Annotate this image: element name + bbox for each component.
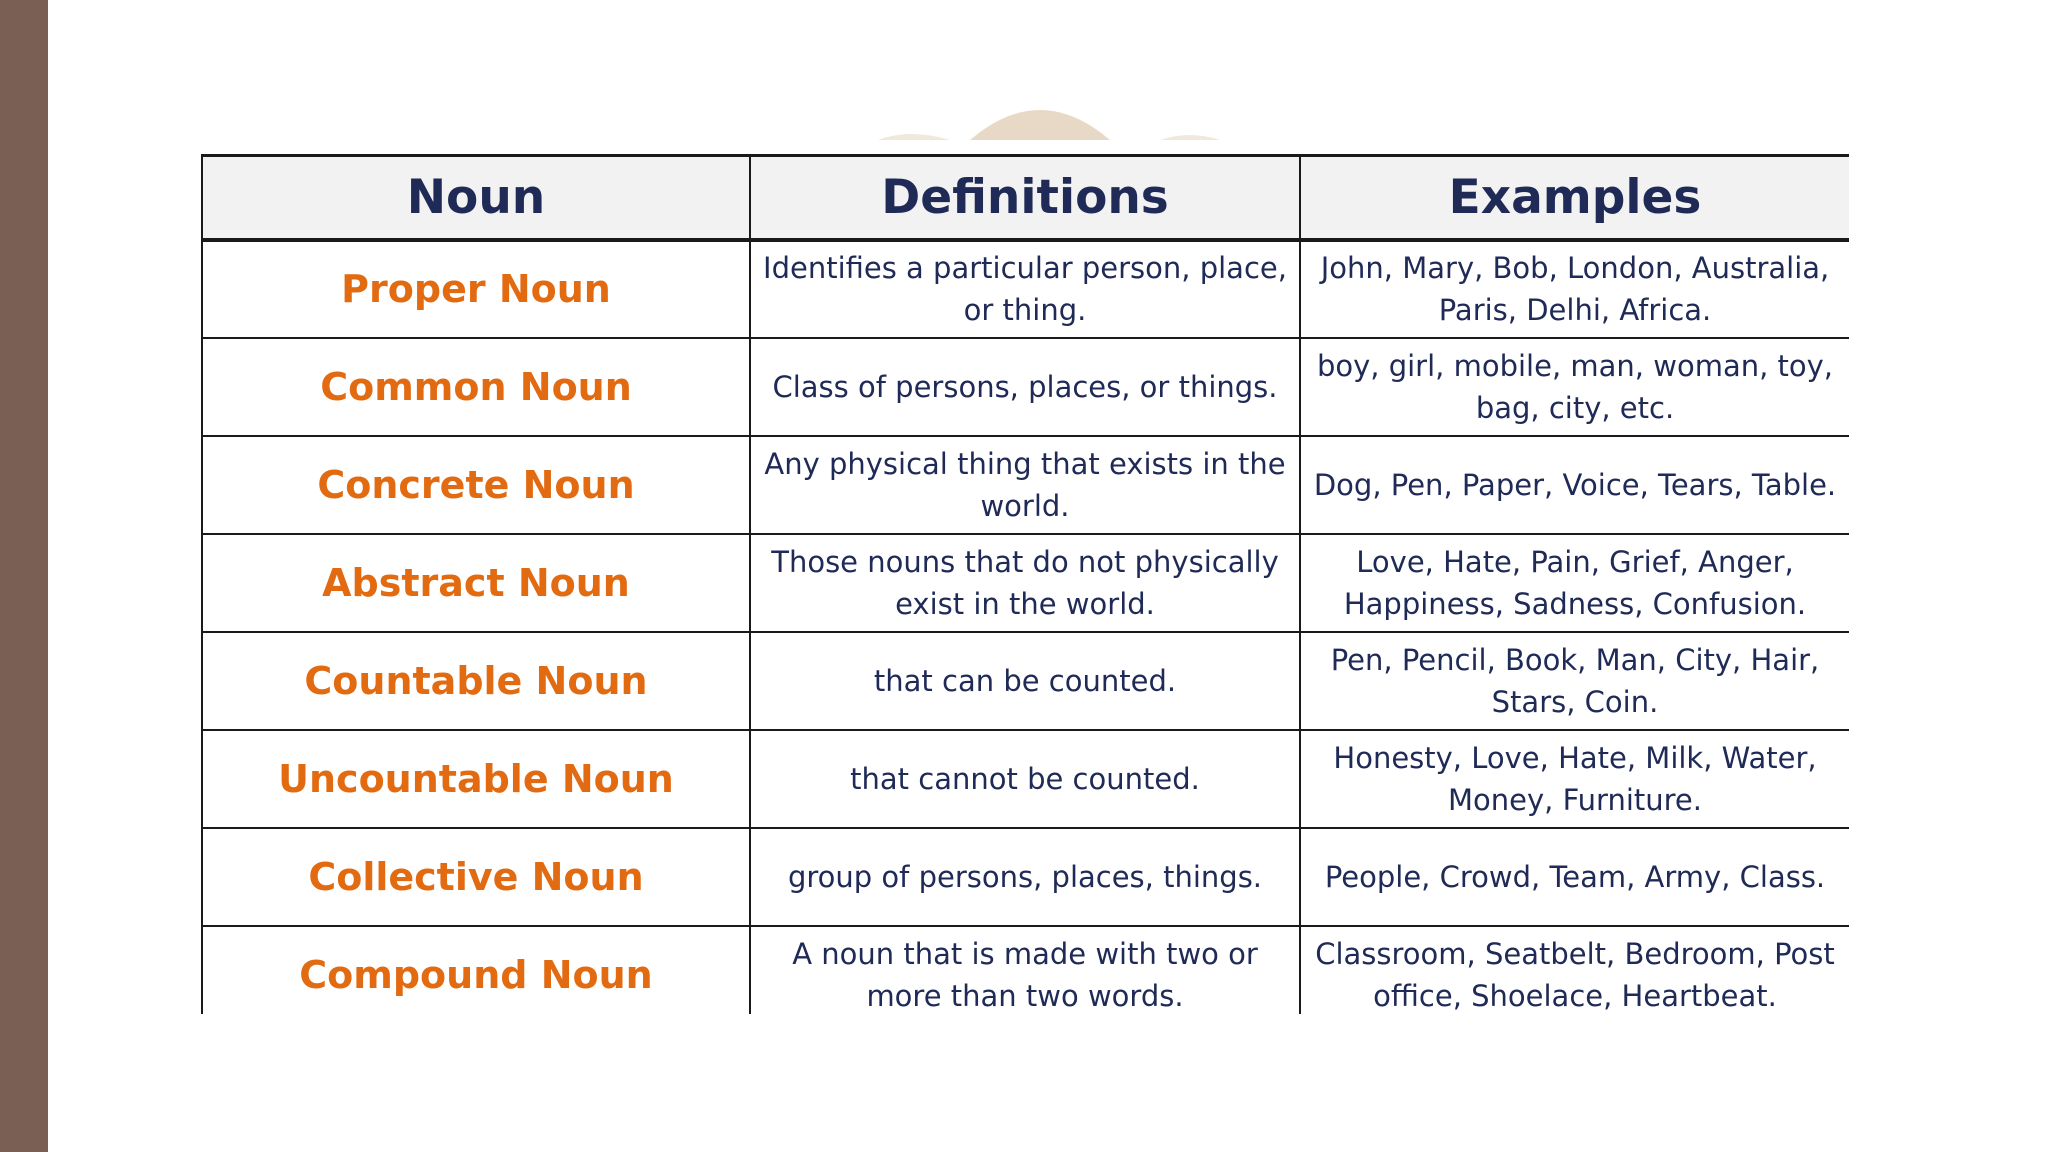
definition-cell: Identifies a particular person, place, or thing. <box>750 240 1300 338</box>
examples-cell: Honesty, Love, Hate, Milk, Water, Money, Furniture. <box>1300 730 1849 828</box>
table-row <box>202 730 1849 828</box>
header-noun: Noun <box>202 156 750 240</box>
noun-cell: Countable Noun <box>202 632 750 730</box>
table-row <box>202 338 1849 436</box>
definition-cell: that cannot be counted. <box>750 730 1300 828</box>
definition-cell: Class of persons, places, or things. <box>750 338 1300 436</box>
noun-types-table <box>201 154 1849 1014</box>
noun-cell: Abstract Noun <box>202 534 750 632</box>
decorative-shape <box>870 90 1270 140</box>
table-row <box>202 436 1849 534</box>
examples-cell: People, Crowd, Team, Army, Class. <box>1300 828 1849 926</box>
table-row <box>202 632 1849 730</box>
noun-cell: Concrete Noun <box>202 436 750 534</box>
header-examples: Examples <box>1300 156 1849 240</box>
table-row <box>202 240 1849 338</box>
definition-cell: Those nouns that do not physically exist in the world. <box>750 534 1300 632</box>
definition-cell: that can be counted. <box>750 632 1300 730</box>
examples-cell: Pen, Pencil, Book, Man, City, Hair, Stars, Coin. <box>1300 632 1849 730</box>
noun-cell: Uncountable Noun <box>202 730 750 828</box>
examples-cell: Classroom, Seatbelt, Bedroom, Post office, Shoelace, Heartbeat. <box>1300 926 1849 1015</box>
table-row <box>202 926 1849 1015</box>
examples-cell: John, Mary, Bob, London, Australia, Paris, Delhi, Africa. <box>1300 240 1849 338</box>
definition-cell: group of persons, places, things. <box>750 828 1300 926</box>
examples-cell: Love, Hate, Pain, Grief, Anger, Happiness, Sadness, Confusion. <box>1300 534 1849 632</box>
examples-cell: boy, girl, mobile, man, woman, toy, bag, city, etc. <box>1300 338 1849 436</box>
header-definitions: Definitions <box>750 156 1300 240</box>
examples-cell: Dog, Pen, Paper, Voice, Tears, Table. <box>1300 436 1849 534</box>
table-header-row <box>202 156 1849 240</box>
table-row <box>202 534 1849 632</box>
definition-cell: Any physical thing that exists in the world. <box>750 436 1300 534</box>
side-accent-bar <box>0 0 48 1152</box>
noun-cell: Proper Noun <box>202 240 750 338</box>
definition-cell: A noun that is made with two or more than two words. <box>750 926 1300 1015</box>
noun-cell: Common Noun <box>202 338 750 436</box>
noun-cell: Collective Noun <box>202 828 750 926</box>
table-row <box>202 828 1849 926</box>
noun-cell: Compound Noun <box>202 926 750 1015</box>
